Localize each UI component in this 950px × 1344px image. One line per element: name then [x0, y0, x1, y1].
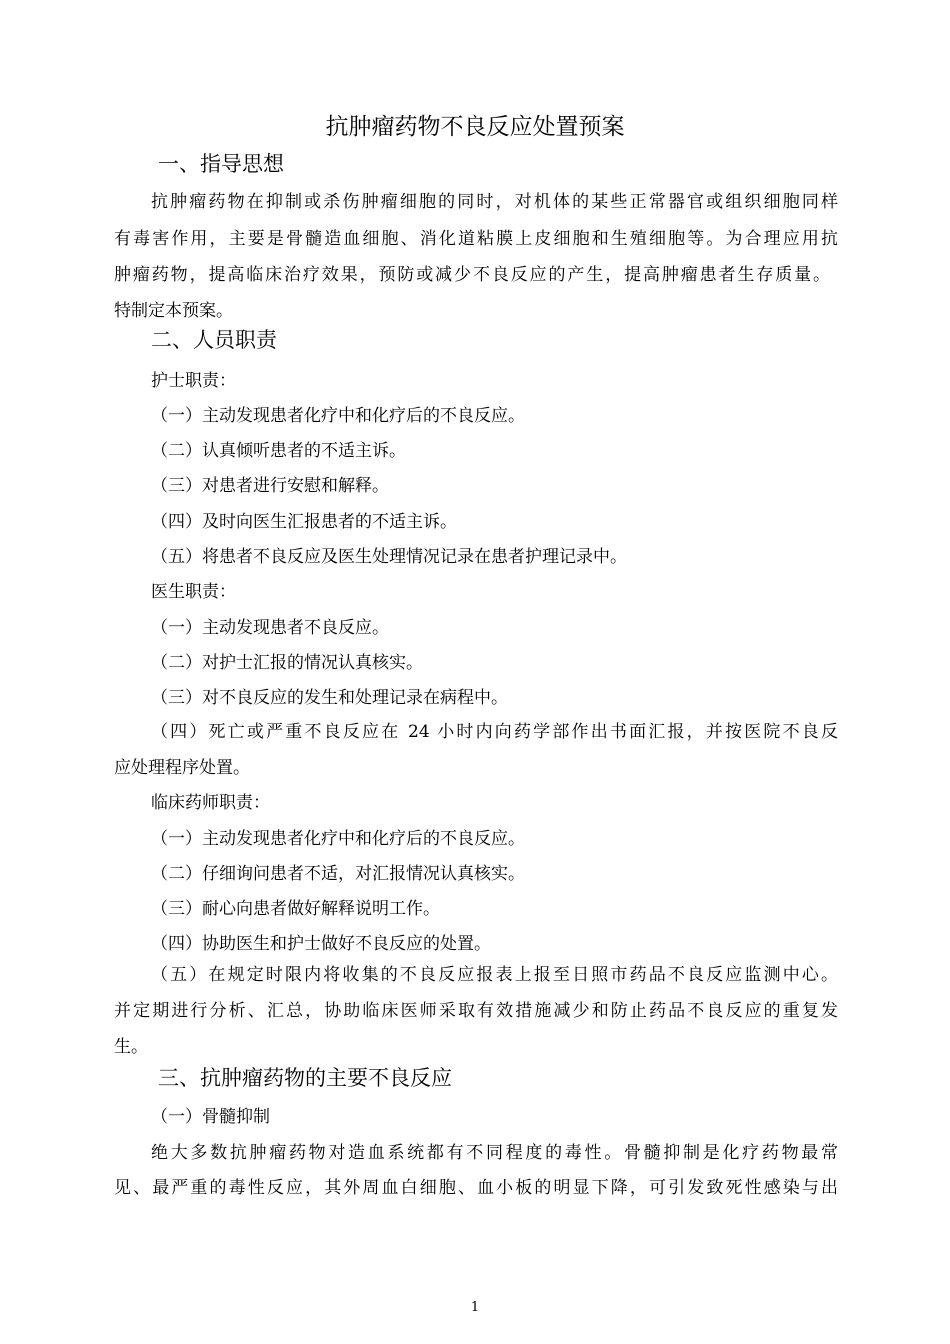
nurse-duty-item: （四）及时向医生汇报患者的不适主诉。: [151, 512, 457, 532]
paragraph-line: 绝大多数抗肿瘤药物对造血系统都有不同程度的毒性。骨髓抑制是化疗药物最常: [151, 1143, 838, 1163]
section-heading-staff-duties: 二、人员职责: [151, 328, 277, 352]
pharmacist-duty-item: （二）仔细询问患者不适，对汇报情况认真核实。: [151, 864, 525, 884]
pharmacist-duty-item-continued: 并定期进行分析、汇总，协助临床医师采取有效措施减少和防止药品不良反应的重复发: [114, 1001, 838, 1021]
pharmacist-duties-label: 临床药师职责：: [151, 793, 270, 813]
pharmacist-duty-item-continued: 生。: [114, 1037, 148, 1057]
pharmacist-duty-item: （四）协助医生和护士做好不良反应的处置。: [151, 934, 491, 954]
document-title: 抗肿瘤药物不良反应处置预案: [325, 114, 625, 140]
subsection-heading-bone-marrow-suppression: （一）骨髓抑制: [151, 1107, 270, 1127]
doctor-duties-label: 医生职责：: [151, 582, 236, 602]
pharmacist-duty-item: （五）在规定时限内将收集的不良反应报表上报至日照市药品不良反应监测中心。: [151, 965, 838, 985]
doctor-duty-item: （四）死亡或严重不良反应在 24 小时内向药学部作出书面汇报，并按医院不良反: [151, 722, 838, 742]
doctor-duty-item-continued: 应处理程序处置。: [114, 758, 250, 778]
nurse-duty-item: （三）对患者进行安慰和解释。: [151, 476, 389, 496]
pharmacist-duty-item: （三）耐心向患者做好解释说明工作。: [151, 899, 440, 919]
section-heading-guiding-ideology: 一、指导思想: [158, 152, 284, 176]
paragraph-line: 见、最严重的毒性反应，其外周血白细胞、血小板的明显下降，可引发致死性感染与出: [114, 1178, 838, 1198]
paragraph-line: 特制定本预案。: [114, 301, 233, 321]
pharmacist-duty-item: （一）主动发现患者化疗中和化疗后的不良反应。: [151, 829, 525, 849]
nurse-duties-label: 护士职责：: [151, 371, 236, 391]
doctor-duty-item: （三）对不良反应的发生和处理记录在病程中。: [151, 688, 508, 708]
doctor-duty-item: （二）对护士汇报的情况认真核实。: [151, 653, 423, 673]
nurse-duty-item: （二）认真倾听患者的不适主诉。: [151, 441, 406, 461]
paragraph-line: 抗肿瘤药物在抑制或杀伤肿瘤细胞的同时，对机体的某些正常器官或组织细胞同样: [151, 192, 838, 212]
nurse-duty-item: （五）将患者不良反应及医生处理情况记录在患者护理记录中。: [151, 547, 627, 567]
paragraph-line: 肿瘤药物，提高临床治疗效果，预防或减少不良反应的产生，提高肿瘤患者生存质量。: [114, 265, 830, 285]
nurse-duty-item: （一）主动发现患者化疗中和化疗后的不良反应。: [151, 406, 525, 426]
section-heading-main-adverse-reactions: 三、抗肿瘤药物的主要不良反应: [158, 1066, 452, 1090]
page-number: 1: [470, 1300, 480, 1315]
paragraph-line: 有毒害作用，主要是骨髓造血细胞、消化道粘膜上皮细胞和生殖细胞等。为合理应用抗: [114, 229, 838, 249]
doctor-duty-item: （一）主动发现患者不良反应。: [151, 618, 389, 638]
